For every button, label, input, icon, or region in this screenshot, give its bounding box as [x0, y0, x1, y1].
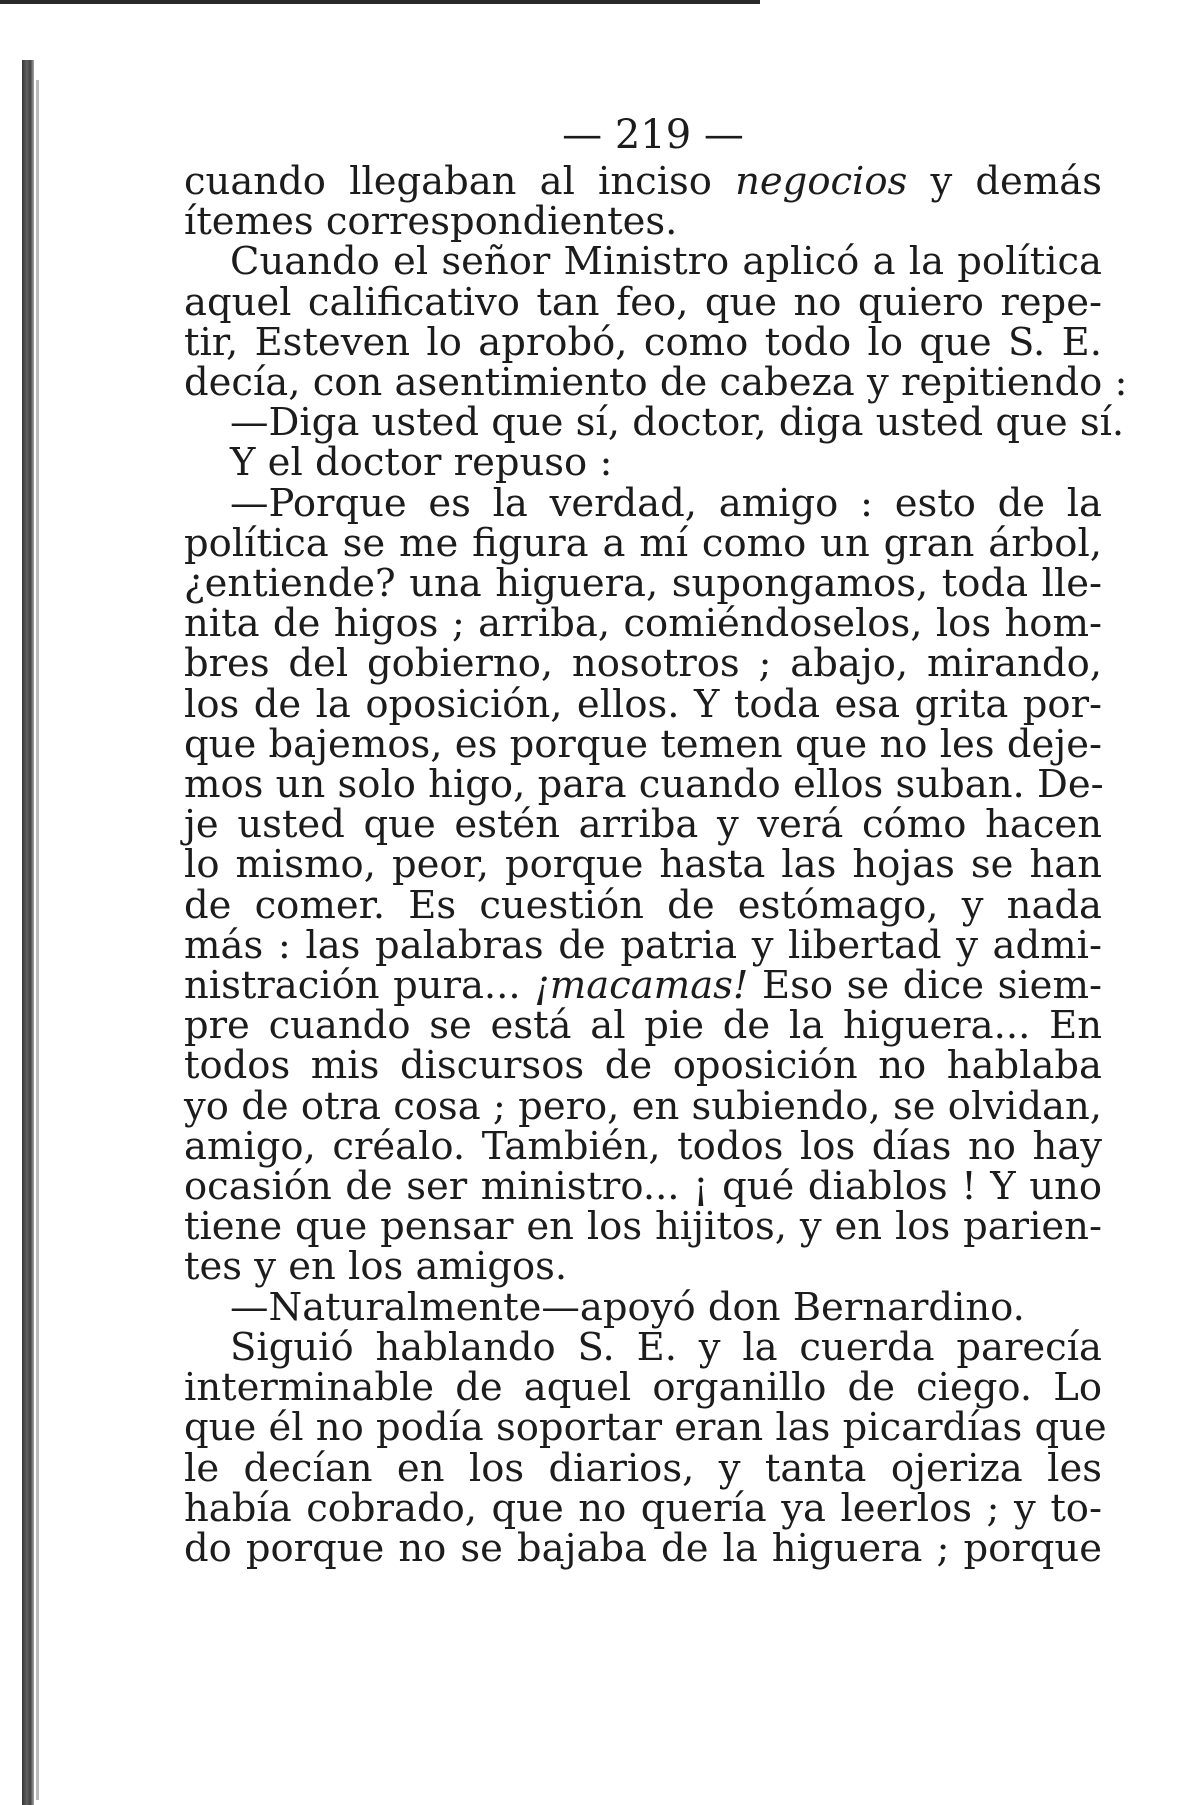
text-line: —Diga usted que sí, doctor, diga usted que sí. [230, 400, 1125, 446]
text-line: cuando llegaban al inciso negocios y demás [184, 159, 1102, 204]
text-line: tes y en los amigos. [184, 1244, 568, 1290]
text-line: que bajemos, es porque temen que no les deje- [184, 721, 1102, 767]
text-line: nistración pura... ¡macamas! Eso se dice siem- [184, 963, 1102, 1009]
text-line: aquel calificativo tan feo, que no quiero repe- [184, 279, 1102, 325]
text-line: —Porque es la verdad, amigo : esto de la [230, 480, 1102, 526]
text-line: yo de otra cosa ; pero, en subiendo, se olvidan, [184, 1083, 1102, 1129]
italic-word: ¡macamas! [534, 963, 749, 1009]
text-line: ocasión de ser ministro... ¡ qué diablos ! Y uno [184, 1164, 1102, 1210]
text-line: pre cuando se está al pie de la higuera... En [184, 1003, 1102, 1049]
text-line: mos un solo higo, para cuando ellos suban. De- [184, 762, 1104, 808]
text-line: lo mismo, peor, porque hasta las hojas se han [184, 842, 1102, 888]
text-line: ¿entiende? una higuera, supongamos, toda lle- [184, 561, 1102, 607]
page-number: — 219 — [562, 112, 744, 158]
page-body-text [184, 159, 1128, 1571]
text-line: bres del gobierno, nosotros ; abajo, mirando, [184, 641, 1102, 687]
text-line: todos mis discursos de oposición no hablaba [184, 1043, 1102, 1089]
text-line: que él no podía soportar eran las picardías que [184, 1405, 1107, 1451]
text-line: Siguió hablando S. E. y la cuerda parecía [230, 1324, 1102, 1370]
text-line: había cobrado, que no quería ya leerlos ; y to- [184, 1485, 1102, 1531]
text-line: tir, Esteven lo aprobó, como todo lo que S. E. [184, 319, 1102, 365]
top-edge-rule [0, 0, 760, 4]
book-spine-shadow [22, 60, 34, 1805]
text-line: decía, con asentimiento de cabeza y repitiendo : [184, 360, 1128, 406]
text-line: je usted que estén arriba y verá cómo hacen [184, 802, 1102, 848]
text-line: interminable de aquel organillo de ciego. Lo [184, 1365, 1102, 1411]
text-line: tiene que pensar en los hijitos, y en los parien- [184, 1204, 1102, 1250]
text-line: los de la oposición, ellos. Y toda esa grita por- [184, 681, 1102, 727]
book-page [184, 110, 1128, 1571]
text-line: —Naturalmente—apoyó don Bernardino. [230, 1284, 1025, 1330]
text-line: do porque no se bajaba de la higuera ; porque [184, 1525, 1102, 1571]
text-line: Cuando el señor Ministro aplicó a la política [230, 239, 1102, 285]
text-line: política se me figura a mí como un gran árbol, [184, 520, 1102, 566]
text-line: ítemes correspondientes. [184, 199, 678, 245]
text-line: amigo, créalo. También, todos los días no hay [184, 1123, 1102, 1169]
book-spine-edge [36, 80, 39, 1800]
text-line: más : las palabras de patria y libertad y admi- [184, 922, 1102, 968]
text-line: nita de higos ; arriba, comiéndoselos, los hom- [184, 601, 1102, 647]
text-line: Y el doctor repuso : [230, 440, 613, 486]
text-line: de comer. Es cuestión de estómago, y nada [184, 882, 1102, 928]
text-line: le decían en los diarios, y tanta ojeriza les [184, 1445, 1102, 1491]
italic-word: negocios [735, 159, 908, 204]
